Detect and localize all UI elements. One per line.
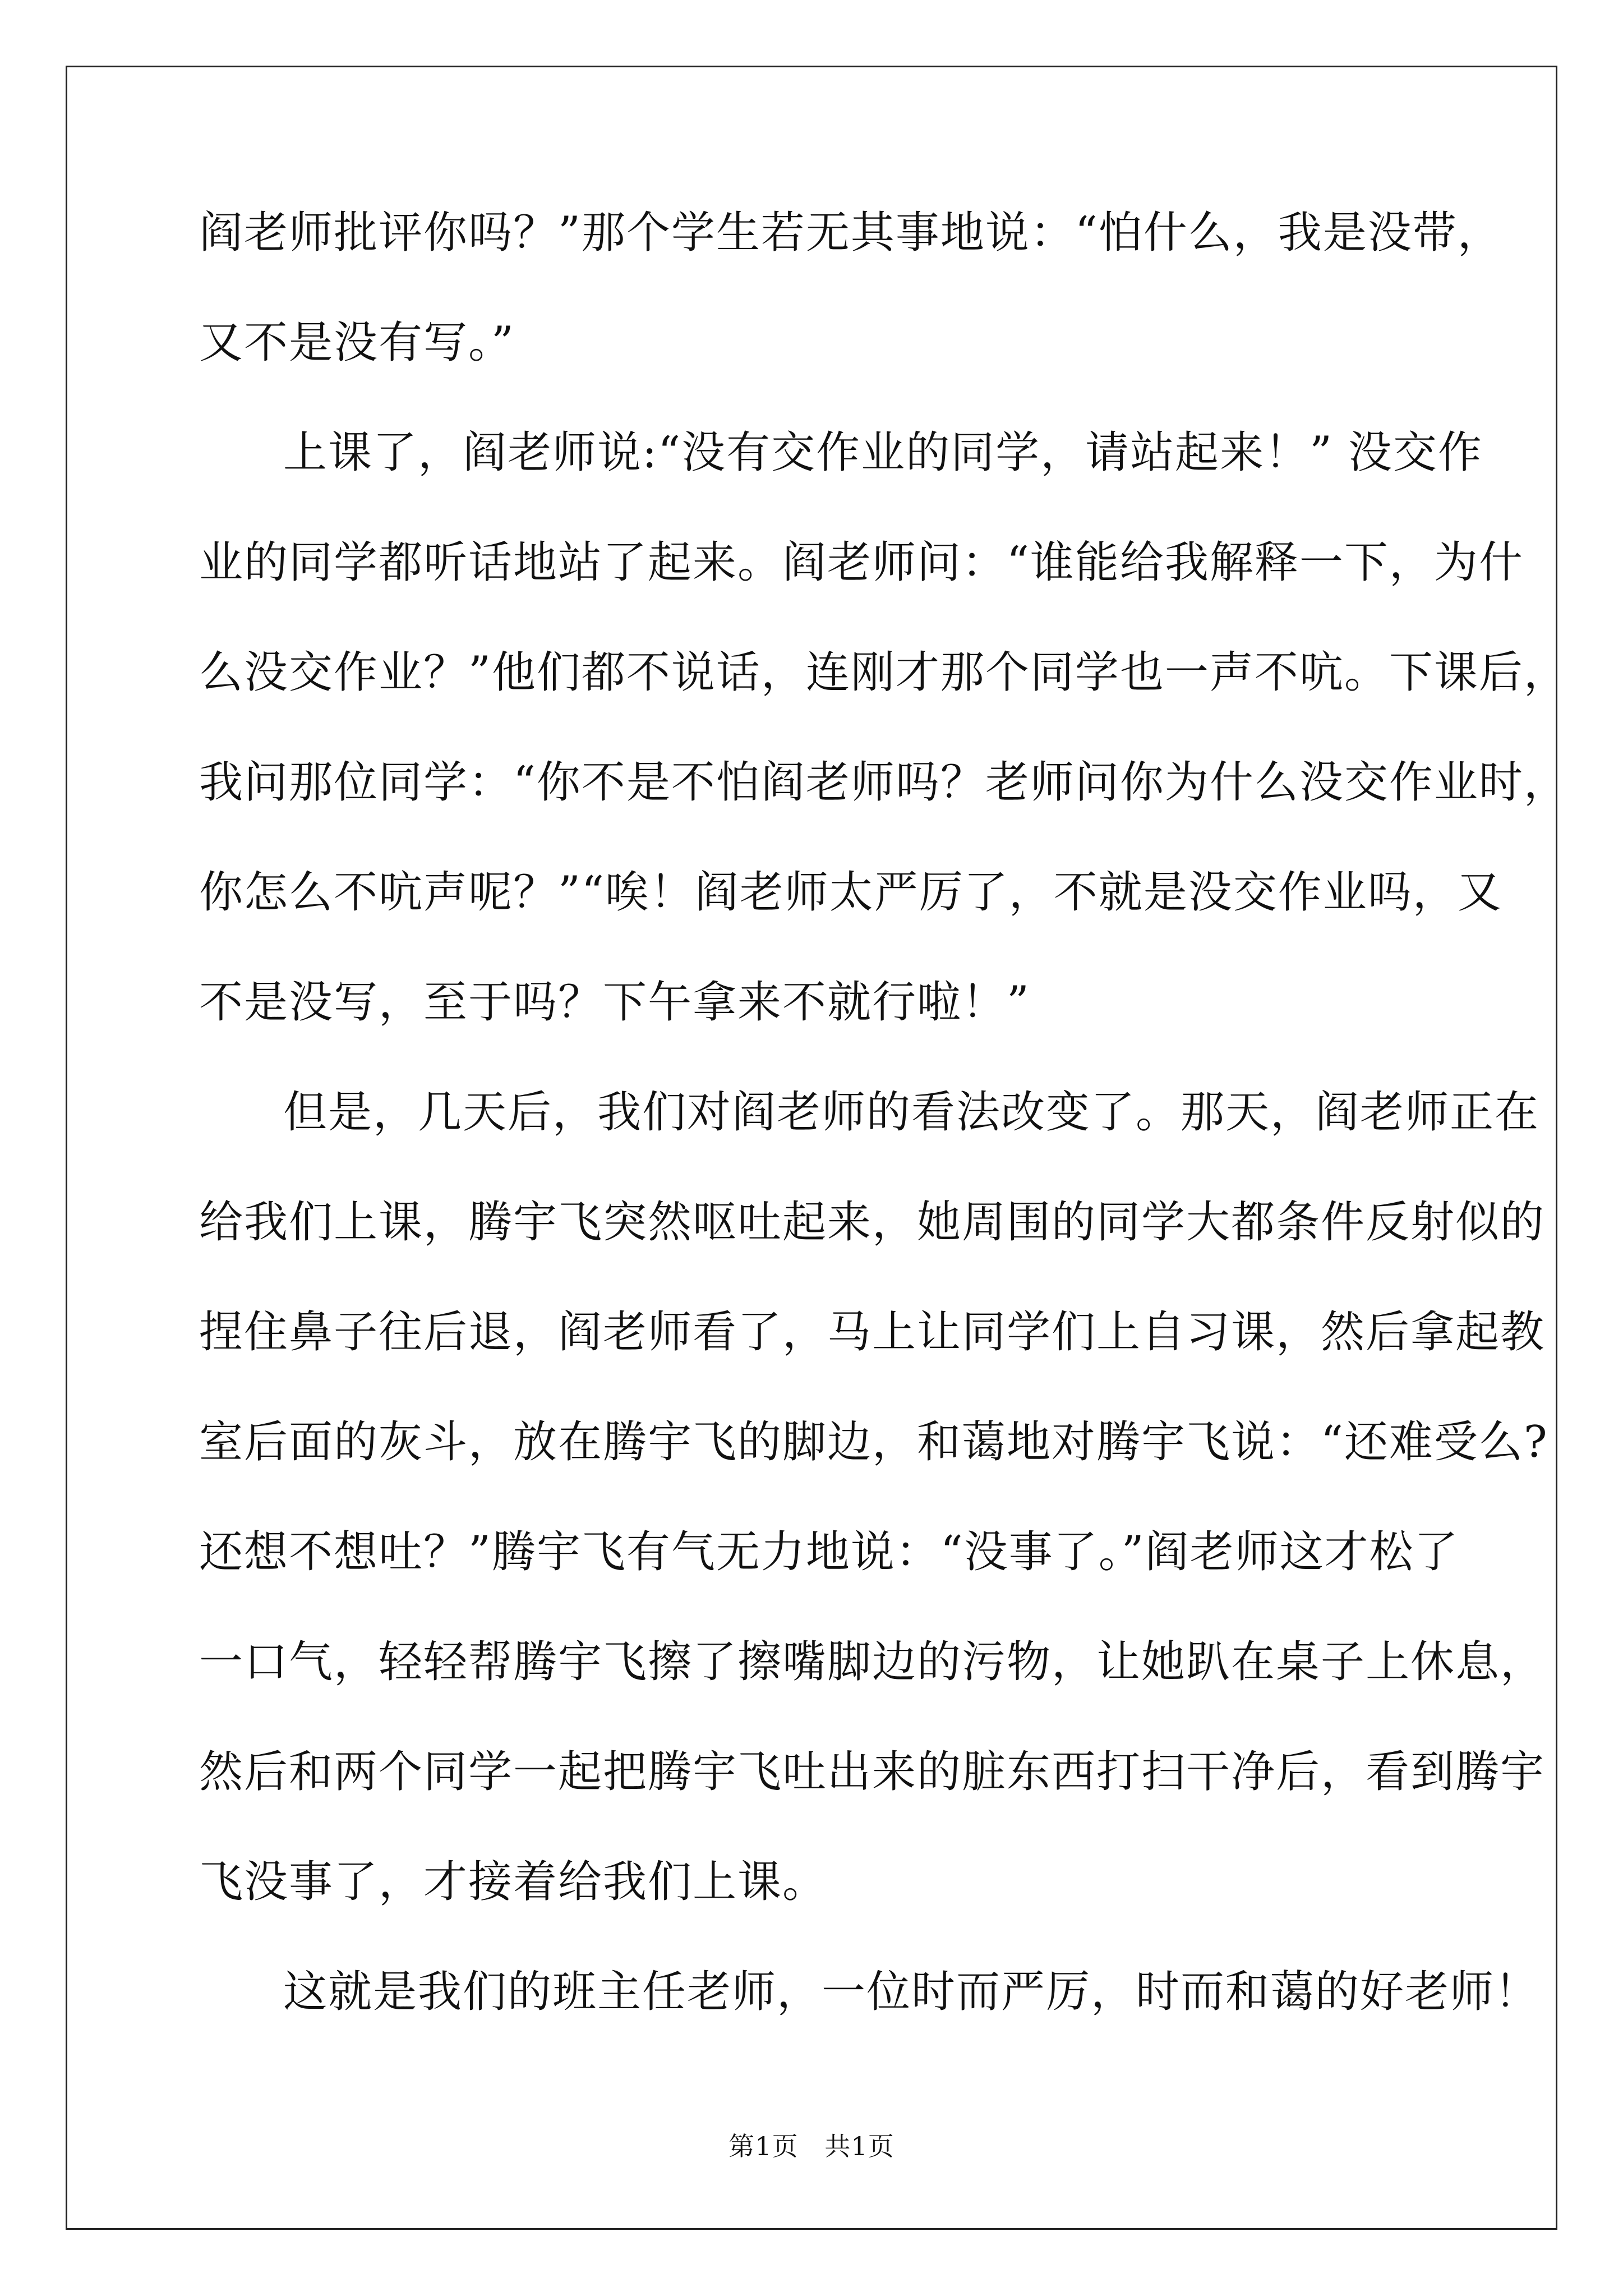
text-line: 业的同学都听话地站了起来。阎老师问：“谁能给我解释一下，为什 (199, 537, 1524, 588)
page-footer: 第1页 共1页 (728, 2131, 895, 2161)
text-line: 一口气，轻轻帮腾宇飞擦了擦嘴脚边的污物，让她趴在桌子上休息， (199, 1637, 1546, 1687)
text-line: 你怎么不吭声呢？”“唉！阎老师太严厉了，不就是没交作业吗，又 (199, 867, 1502, 918)
text-line: 室后面的灰斗，放在腾宇飞的脚边，和蔼地对腾宇飞说：“还难受么? (199, 1417, 1548, 1467)
document-body (199, 208, 1569, 2077)
text-line: 不是没写，至于吗？下午拿来不就行啦！” (199, 977, 1030, 1028)
text-line: 给我们上课，腾宇飞突然呕吐起来，她周围的同学大都条件反射似的 (199, 1197, 1546, 1248)
text-line: 我问那位同学：“你不是不怕阎老师吗？老师问你为什么没交作业时， (199, 757, 1569, 808)
paragraph-first-line: 这就是我们的班主任老师，一位时而严厉，时而和蔼的好老师！ (283, 1967, 1540, 2017)
text-line: 又不是没有写。” (199, 318, 515, 368)
text-line: 然后和两个同学一起把腾宇飞吐出来的脏东西打扫干净后，看到腾宇 (199, 1747, 1546, 1797)
text-line: 飞没事了，才接着给我们上课。 (199, 1857, 828, 1907)
paragraph-first-line: 但是，几天后，我们对阎老师的看法改变了。那天，阎老师正在 (283, 1087, 1540, 1138)
text-line: 么没交作业？”他们都不说话，连刚才那个同学也一声不吭。下课后， (199, 647, 1569, 698)
paragraph-first-line: 上课了，阎老师说:“没有交作业的同学，请站起来！” 没交作 (283, 427, 1483, 478)
text-line: 阎老师批评你吗？”那个学生若无其事地说：“怕什么，我是没带， (199, 208, 1502, 258)
text-line: 还想不想吐？”腾宇飞有气无力地说：“没事了。”阎老师这才松了 (199, 1527, 1459, 1577)
text-line: 捏住鼻子往后退，阎老师看了，马上让同学们上自习课，然后拿起教 (199, 1307, 1546, 1358)
